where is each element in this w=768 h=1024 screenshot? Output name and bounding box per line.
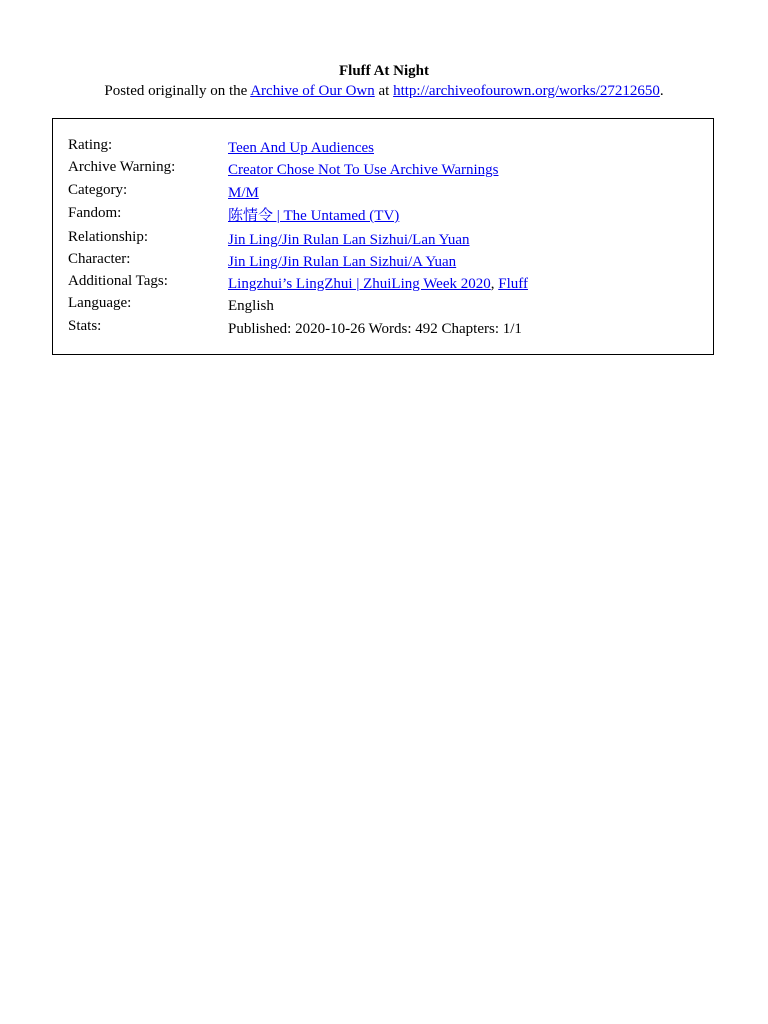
character-link[interactable]: Jin Ling/Jin Rulan Lan Sizhui/A Yuan [228, 254, 457, 270]
rating-label: Rating: [68, 137, 113, 153]
language-label: Language: [68, 295, 132, 311]
fandom-link[interactable]: 陈情令 | The Untamed (TV) [228, 208, 400, 224]
relationship-label: Relationship: [68, 229, 148, 245]
posted-prefix: Posted originally on the [104, 83, 251, 99]
tag-link-fluff[interactable]: Fluff [498, 276, 528, 292]
posted-line [0, 82, 768, 100]
archive-link[interactable]: Archive of Our Own [250, 83, 375, 99]
work-metadata-box [52, 118, 714, 355]
category-link[interactable]: M/M [228, 185, 259, 201]
archive-warning-link[interactable]: Creator Chose Not To Use Archive Warnings [228, 162, 499, 178]
relationship-link[interactable]: Jin Ling/Jin Rulan Lan Sizhui/Lan Yuan [228, 232, 470, 248]
additional-tags-label: Additional Tags: [68, 273, 168, 289]
work-title: Fluff At Night [339, 63, 429, 79]
language-value: English [228, 298, 274, 314]
additional-tags-list [228, 275, 528, 293]
rating-link[interactable]: Teen And Up Audiences [228, 140, 375, 156]
category-label: Category: [68, 182, 128, 198]
archive-warning-label: Archive Warning: [68, 159, 176, 175]
posted-suffix: . [659, 83, 664, 99]
stats-value: Published: 2020-10-26 Words: 492 Chapters: 1/1 [228, 321, 522, 337]
stats-label: Stats: [68, 318, 102, 334]
character-label: Character: [68, 251, 131, 267]
posted-middle: at [374, 83, 394, 99]
work-url-link[interactable]: http://archiveofourown.org/works/27212650 [393, 83, 660, 99]
fandom-label: Fandom: [68, 205, 122, 221]
tag-separator: , [490, 276, 499, 292]
tag-link-week[interactable]: Lingzhui’s LingZhui | ZhuiLing Week 2020 [228, 276, 491, 292]
